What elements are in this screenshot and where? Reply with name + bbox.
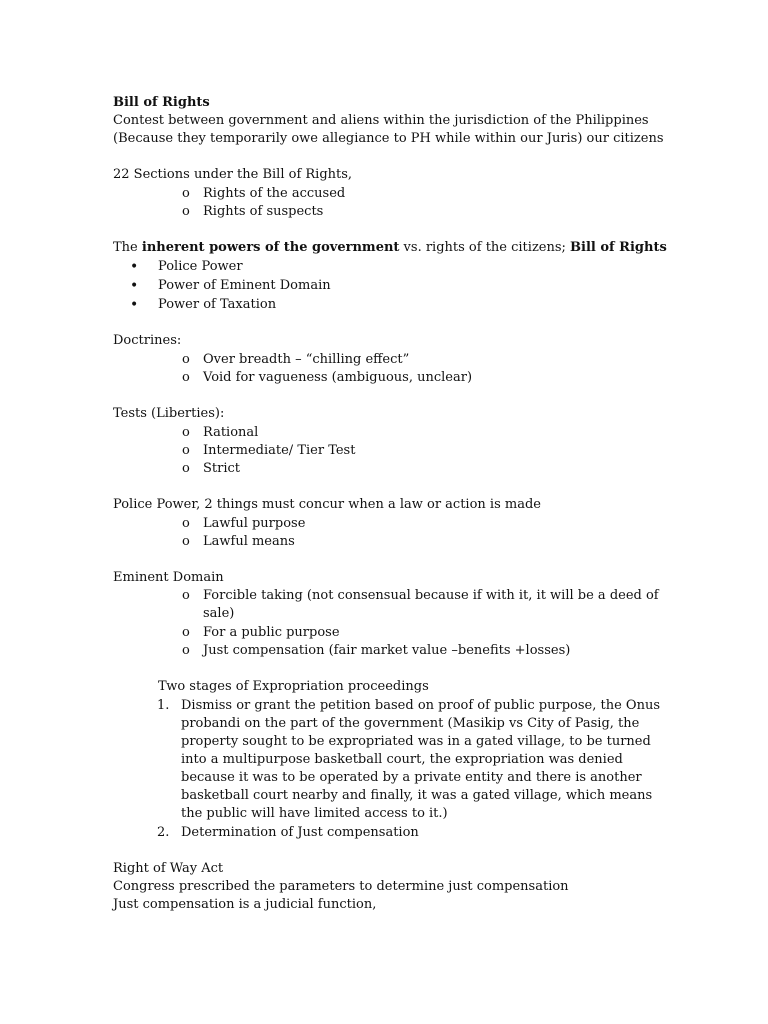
list-number: 2. — [157, 825, 170, 840]
powers-heading-bold: inherent powers of the government — [141, 240, 400, 255]
hollow-bullet-icon: o — [182, 643, 190, 658]
document-title: Bill of Rights — [113, 95, 210, 110]
hollow-bullet-icon: o — [182, 516, 190, 531]
tests-heading: Tests (Liberties): — [113, 406, 225, 421]
hollow-bullet-icon: o — [182, 425, 190, 440]
list-item-continuation: basketball court nearby and finally, it was a gated village, which means — [181, 788, 653, 803]
hollow-bullet-icon: o — [182, 370, 190, 385]
list-item-continuation: sale) — [203, 606, 235, 621]
list-item: Power of Taxation — [158, 297, 277, 312]
hollow-bullet-icon: o — [182, 625, 190, 640]
list-item: Lawful purpose — [203, 516, 306, 531]
intro-line: Contest between government and aliens within the jurisdiction of the Philippines — [113, 113, 649, 128]
list-item: Forcible taking (not consensual because if with it, it will be a deed of — [203, 588, 659, 603]
hollow-bullet-icon: o — [182, 461, 190, 476]
list-item-continuation: the public will have limited access to it.) — [181, 806, 448, 821]
eminent-heading: Eminent Domain — [113, 570, 224, 585]
hollow-bullet-icon: o — [182, 588, 190, 603]
solid-bullet-icon: • — [130, 259, 139, 275]
solid-bullet-icon: • — [130, 278, 139, 294]
hollow-bullet-icon: o — [182, 443, 190, 458]
list-item: Police Power — [158, 259, 243, 274]
powers-heading-pre: The — [113, 240, 142, 255]
hollow-bullet-icon: o — [182, 352, 190, 367]
list-item: Rights of the accused — [203, 186, 346, 201]
rowa-line: Congress prescribed the parameters to determine just compensation — [113, 879, 569, 894]
list-item: Just compensation (fair market value –benefits +losses) — [203, 643, 571, 658]
powers-heading-mid: vs. rights of the citizens; — [399, 240, 571, 255]
rowa-line: Just compensation is a judicial function, — [113, 897, 377, 912]
list-item: Lawful means — [203, 534, 295, 549]
list-item-continuation: because it was to be operated by a private entity and there is another — [181, 770, 642, 785]
rowa-heading: Right of Way Act — [113, 861, 224, 876]
list-item: Intermediate/ Tier Test — [203, 443, 356, 458]
solid-bullet-icon: • — [130, 297, 139, 313]
intro-line: (Because they temporarily owe allegiance to PH while within our Juris) our citizens — [113, 131, 664, 146]
powers-heading-bold: Bill of Rights — [570, 240, 667, 255]
list-item: Dismiss or grant the petition based on proof of public purpose, the Onus — [181, 698, 660, 713]
list-item-continuation: property sought to be expropriated was in a gated village, to be turned — [181, 734, 651, 749]
sections-heading: 22 Sections under the Bill of Rights, — [113, 167, 353, 182]
list-number: 1. — [157, 698, 170, 713]
hollow-bullet-icon: o — [182, 204, 190, 219]
expropriation-heading: Two stages of Expropriation proceedings — [158, 679, 429, 694]
list-item: Rights of suspects — [203, 204, 324, 219]
list-item: For a public purpose — [203, 625, 340, 640]
hollow-bullet-icon: o — [182, 186, 190, 201]
doctrines-heading: Doctrines: — [113, 333, 182, 348]
list-item: Rational — [203, 425, 259, 440]
list-item: Strict — [203, 461, 241, 476]
hollow-bullet-icon: o — [182, 534, 190, 549]
list-item: Over breadth – “chilling effect” — [203, 352, 410, 367]
police-heading: Police Power, 2 things must concur when a law or action is made — [113, 497, 541, 512]
list-item: Determination of Just compensation — [181, 825, 419, 840]
list-item-continuation: into a multipurpose basketball court, the expropriation was denied — [181, 752, 623, 767]
list-item: Power of Eminent Domain — [158, 278, 331, 293]
powers-heading — [113, 239, 667, 257]
list-item-continuation: probandi on the part of the government (Masikip vs City of Pasig, the — [181, 716, 640, 731]
list-item: Void for vagueness (ambiguous, unclear) — [203, 370, 473, 385]
